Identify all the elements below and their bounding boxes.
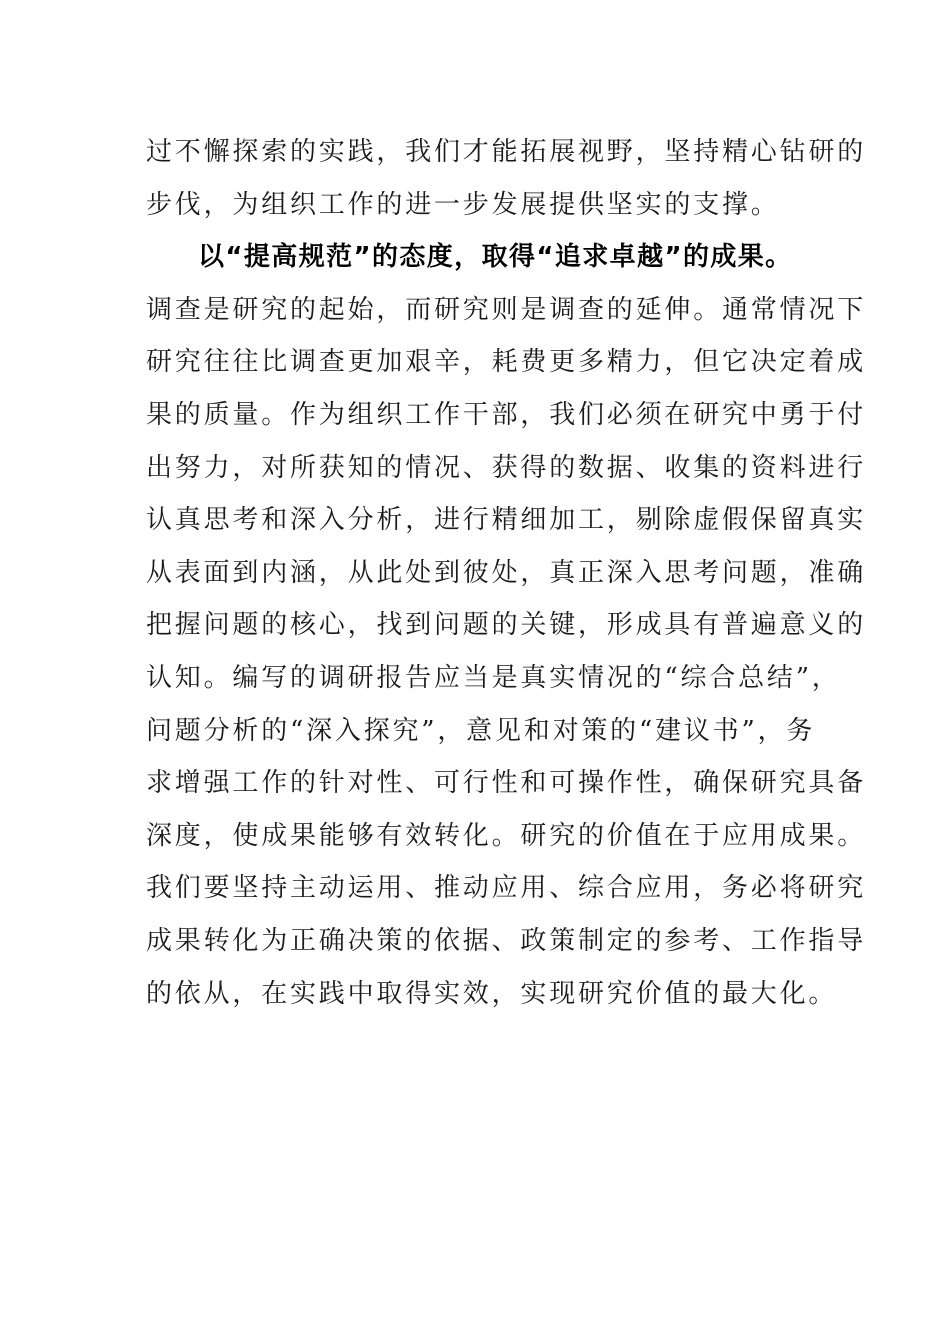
text-line: 求增强工作的针对性、可行性和可操作性，确保研究具备 [146,768,867,799]
text-line: 把握问题的核心，找到问题的关键，形成具有普遍意义的 [146,610,867,641]
text-line: 调查是研究的起始，而研究则是调查的延伸。通常情况下 [146,294,867,325]
text-line: 我们要坚持主动运用、推动应用、综合应用，务必将研究 [146,873,867,904]
text-line: 问题分析的“深入探究”，意见和对策的“建议书”，务 [146,715,816,746]
text-line: 研究往往比调查更加艰辛，耗费更多精力，但它决定着成 [146,347,867,378]
text-line: 出努力，对所获知的情况、获得的数据、收集的资料进行 [146,452,867,483]
document-body [146,126,867,1020]
text-line: 深度，使成果能够有效转化。研究的价值在于应用成果。 [146,820,867,851]
text-line: 的依从，在实践中取得实效，实现研究价值的最大化。 [146,978,838,1009]
text-line: 过不懈探索的实践，我们才能拓展视野，坚持精心钻研的 [146,137,867,167]
text-line: 果的质量。作为组织工作干部，我们必须在研究中勇于付 [146,399,867,430]
section-heading: 以“提高规范”的态度，取得“追求卓越”的成果。 [198,242,793,273]
text-line: 从表面到内涵，从此处到彼处，真正深入思考问题，准确 [146,557,867,588]
text-line: 认真思考和深入分析，进行精细加工，剔除虚假保留真实 [146,505,867,536]
text-line: 步伐，为组织工作的进一步发展提供坚实的支撑。 [146,189,780,220]
text-line: 认知。编写的调研报告应当是真实情况的“综合总结”， [146,662,841,693]
text-line: 成果转化为正确决策的依据、政策制定的参考、工作指导 [146,925,867,956]
